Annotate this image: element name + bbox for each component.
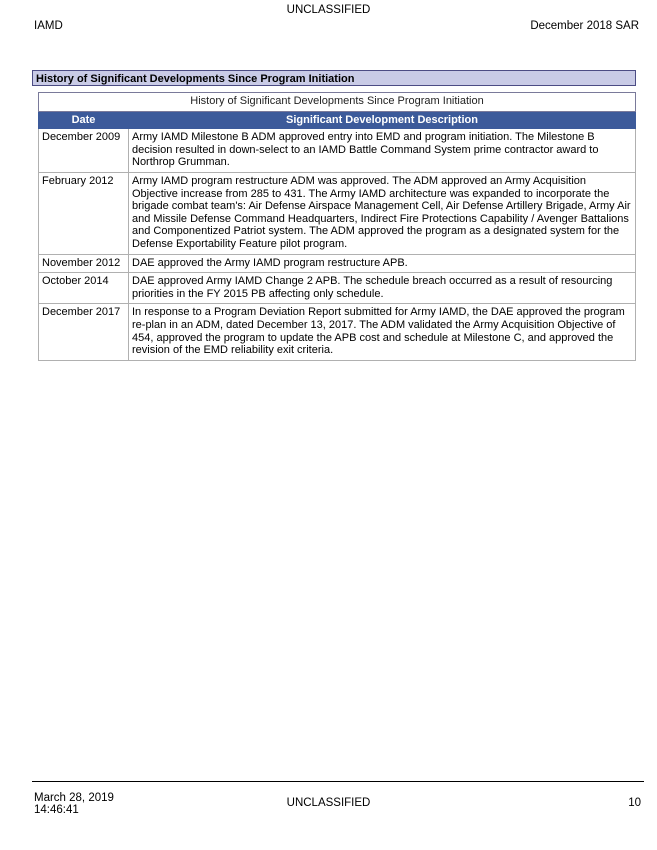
row-description: DAE approved Army IAMD Change 2 APB. The schedule breach occurred as a result of resourcing priorities in the FY 2015 PB affecting only schedule. bbox=[129, 273, 636, 304]
table-caption: History of Significant Developments Since Program Initiation bbox=[39, 93, 636, 112]
column-header-date: Date bbox=[39, 111, 129, 129]
footer-time: 14:46:41 bbox=[34, 804, 79, 816]
header-program: IAMD bbox=[34, 20, 63, 32]
row-date: December 2017 bbox=[39, 304, 129, 360]
footer-date: March 28, 2019 bbox=[34, 792, 114, 804]
header-report: December 2018 SAR bbox=[530, 20, 639, 32]
table-row bbox=[39, 172, 636, 254]
row-description: DAE approved the Army IAMD program restructure APB. bbox=[129, 254, 636, 273]
history-table bbox=[38, 92, 636, 361]
row-description: Army IAMD Milestone B ADM approved entry into EMD and program initiation. The Milestone B decision resulted in down-select to an IAMD Battle Command System prime contractor award to Northrop Grumman. bbox=[129, 129, 636, 173]
row-date: November 2012 bbox=[39, 254, 129, 273]
row-date: December 2009 bbox=[39, 129, 129, 173]
footer-classification: UNCLASSIFIED bbox=[286, 797, 371, 809]
table-row bbox=[39, 304, 636, 360]
footer-divider bbox=[32, 781, 644, 782]
table-row bbox=[39, 254, 636, 273]
row-date: February 2012 bbox=[39, 172, 129, 254]
column-header-description: Significant Development Description bbox=[129, 111, 636, 129]
row-description: In response to a Program Deviation Report submitted for Army IAMD, the DAE approved the program re-plan in an ADM, dated December 13, 2017. The ADM validated the Army Acquisition Objective of 454, approved the program to update the APB cost and schedule at Milestone C, and approved the revision of the EMD reliability exit criteria. bbox=[129, 304, 636, 360]
table-header-row bbox=[39, 111, 636, 129]
page-number: 10 bbox=[628, 797, 641, 809]
history-table-container bbox=[38, 92, 636, 361]
row-description: Army IAMD program restructure ADM was approved. The ADM approved an Army Acquisition Objective increase from 285 to 431. The Army IAMD architecture was expanded to incorporate the brigade combat team's: Air Defense Airspace Management Cell, Air Defense Artillery Brigade, Army Air and Missile Defense Command Headquarters, Indirect Fire Protections Capability / Avenger Battalions and Componentized Patriot system. The ADM approved the program as a designated system for the Defense Exportability Feature pilot program. bbox=[129, 172, 636, 254]
row-date: October 2014 bbox=[39, 273, 129, 304]
header-classification: UNCLASSIFIED bbox=[286, 4, 371, 16]
table-row bbox=[39, 129, 636, 173]
section-title: History of Significant Developments Since Program Initiation bbox=[32, 70, 636, 86]
table-caption-row bbox=[39, 93, 636, 112]
table-row bbox=[39, 273, 636, 304]
